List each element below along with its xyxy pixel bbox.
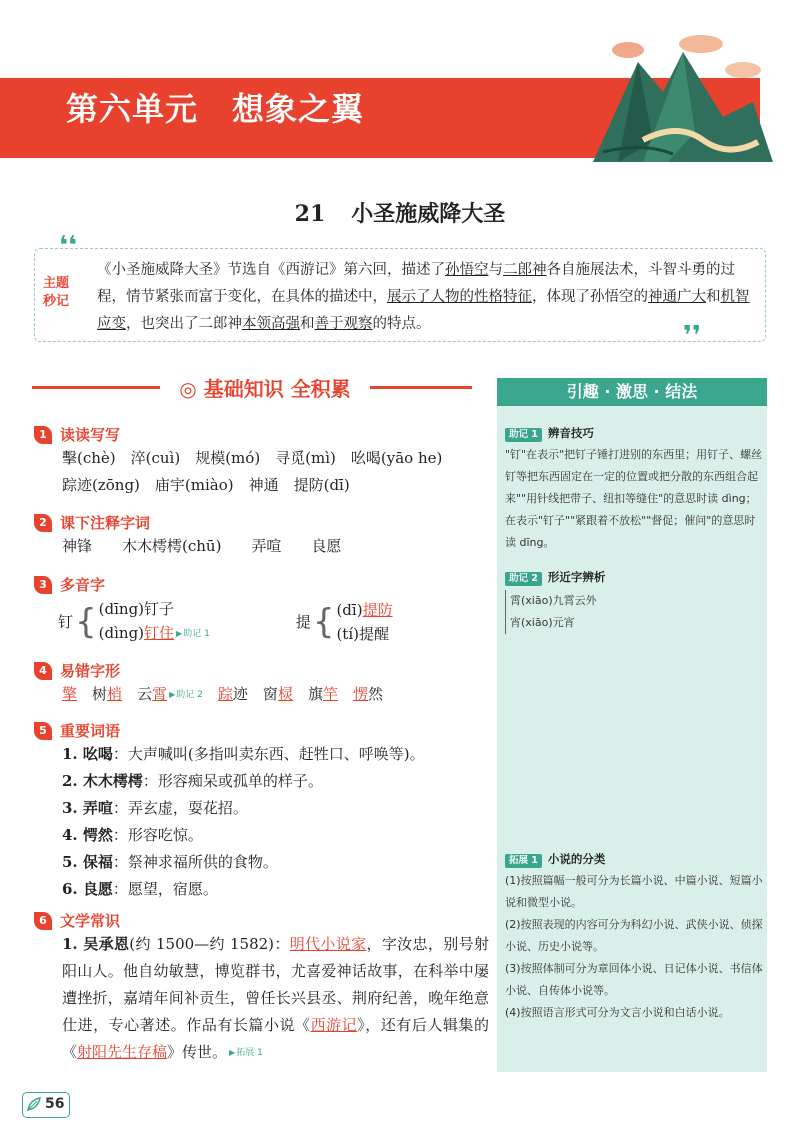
novel-category: (4)按照语言形式可分为文言小说和白话小说。 xyxy=(505,1006,730,1019)
vocab-term: 3. 弄喧 xyxy=(62,799,113,817)
text: 各自施展法术，斗智斗勇的过程，情节紧张而富于变化，在具体的描述中， xyxy=(97,262,735,305)
vocab-term: 4. 愕然 xyxy=(62,826,113,844)
word-line: 神锋 木木樗樗(chū) 弄喧 良愿 xyxy=(62,537,342,555)
vocab-item xyxy=(62,795,484,822)
lesson-name: 小圣施威降大圣 xyxy=(351,201,506,227)
char: 窗 xyxy=(262,685,278,703)
memo-title xyxy=(505,848,763,870)
text: 与 xyxy=(488,262,503,278)
unit-title xyxy=(66,84,364,130)
section-heading xyxy=(32,372,472,402)
vocab-term: 6. 良愿 xyxy=(62,880,113,898)
highlight-word: 西游记 xyxy=(310,1016,358,1034)
vocab-item xyxy=(62,876,484,903)
section-label-text: 课下注释字词 xyxy=(60,514,151,532)
vocab-def: ：愿望，宿愿。 xyxy=(112,880,218,898)
memo-tag: ▶ 助记 1 xyxy=(176,622,210,646)
reading: (tí)提醒 xyxy=(336,624,389,643)
memo-title-text: 形近字辨析 xyxy=(547,570,606,584)
highlight-char: 竿 xyxy=(322,685,338,703)
reading xyxy=(336,598,392,622)
polyphonic-groups xyxy=(58,597,484,646)
extension-tag: ▶ 拓展 1 xyxy=(229,1039,263,1067)
memo-text: "钉"在表示"把钉子锤打进别的东西里；用钉子、螺丝钉等把东西固定在一定的位置或把分散的东西组合起来""用针线把带子、纽扣等缝住"的意思时读 dìng；在表示"钉子""紧跟着不放松""督促；催问"的意思时读 dīng。 xyxy=(505,448,763,549)
section-label xyxy=(34,512,484,533)
section-title-text: 基础知识 全积累 xyxy=(203,377,351,401)
section-title: ◎ 基础知识 全积累 xyxy=(160,373,370,402)
memo-block-1 xyxy=(505,422,763,554)
section-easily-confused xyxy=(34,660,484,709)
underlined-text: 展示了人物的性格特征 xyxy=(387,289,532,305)
panel-header: 引趣 · 激思 · 结法 xyxy=(497,378,767,406)
vocab-def: ：形容吃惊。 xyxy=(112,826,203,844)
highlight-char: 踪 xyxy=(217,685,233,703)
unit-number: 第六单元 xyxy=(66,90,199,128)
memo-badge: 助记 2 xyxy=(505,572,542,586)
text: 和 xyxy=(300,316,315,332)
memo-title xyxy=(505,566,763,588)
unit-banner xyxy=(0,0,800,158)
underlined-text: 善于观察 xyxy=(314,316,373,332)
memo-title xyxy=(505,422,763,444)
brace-icon: { xyxy=(75,601,97,642)
page-number xyxy=(22,1092,70,1118)
section-label-text: 读读写写 xyxy=(60,426,121,444)
theme-note-text xyxy=(97,257,757,338)
heading-rule-right xyxy=(367,386,472,389)
memo-title-text: 辨音技巧 xyxy=(547,426,594,440)
label-line: 主题 xyxy=(43,276,70,291)
memo-badge: 拓展 1 xyxy=(505,854,542,868)
vocab-def: ：祭神求福所供的食物。 xyxy=(112,853,278,871)
near-form-list xyxy=(505,590,763,634)
highlight-char: 梢 xyxy=(107,685,123,703)
leaf-number-icon: 6 xyxy=(34,912,52,930)
highlight-char: 愣 xyxy=(353,685,369,703)
author-note xyxy=(62,931,489,1067)
mountain-illustration xyxy=(583,22,773,162)
section-label-text: 重要词语 xyxy=(60,722,121,740)
novel-category: (2)按照表现的内容可分为科幻小说、武侠小说、侦探小说、历史小说等。 xyxy=(505,918,763,953)
text: (约 1500—约 1582)： xyxy=(129,935,290,953)
memo-tag: ▶ 助记 2 xyxy=(169,681,203,709)
memo-badge: 助记 1 xyxy=(505,428,542,442)
highlight-word: 明代小说家 xyxy=(289,935,367,953)
theme-note-label xyxy=(43,275,69,311)
section-label xyxy=(34,574,484,595)
underlined-text: 二郎神 xyxy=(503,262,547,278)
reading: (dīng)钉子 xyxy=(98,600,175,618)
reading-pinyin: (dìng) xyxy=(98,624,145,642)
section-reading-writing xyxy=(34,424,484,499)
section-label-text: 易错字形 xyxy=(60,662,121,680)
text: 《小圣施威降大圣》节选自《西游记》第六回，描述了 xyxy=(97,262,445,278)
word-line: 擊(chè) 淬(cuì) 规模(mó) 寻觅(mì) 吆喝(yāo he) xyxy=(62,449,443,467)
page-number-text: 56 xyxy=(45,1096,65,1112)
leaf-icon xyxy=(26,1096,42,1112)
vocab-def: ：弄玄虚，耍花招。 xyxy=(112,799,248,817)
near-form-item: 宵(xiāo)元宵 xyxy=(510,616,575,629)
text: ，体现了孙悟空的 xyxy=(532,289,648,305)
polyphonic-char: 提 xyxy=(295,613,311,631)
text: 和 xyxy=(706,289,721,305)
section-label xyxy=(34,910,489,931)
section-label xyxy=(34,720,484,741)
text: 的特点。 xyxy=(372,316,431,332)
theme-note-box xyxy=(34,231,766,351)
vocab-term: 1. 吆喝 xyxy=(62,745,113,763)
char: 然 xyxy=(368,685,384,703)
text: ，字汝忠，别号射阳山人。他自幼敏慧，博览群书，尤喜爱神话故事，在科举中屡遭挫折，嘉靖年间补贡生，曾任长兴县丞、荆府纪善，晚年绝意仕进，专心著述。作品有长篇小说《 xyxy=(62,935,489,1034)
memo-title-text: 小说的分类 xyxy=(547,852,606,866)
text: ，也突出了二郎神 xyxy=(126,316,242,332)
novel-category: (3)按照体制可分为章回体小说、日记体小说、书信体小说、自传体小说等。 xyxy=(505,962,763,997)
section-footnote-words xyxy=(34,512,484,560)
highlight-word: 提防 xyxy=(362,600,393,619)
highlight-word: 射阳先生存稿 xyxy=(77,1043,168,1061)
vocab-term: 2. 木木樗樗 xyxy=(62,772,143,790)
author-name: 1. 吴承恩 xyxy=(62,935,130,953)
vocab-item xyxy=(62,768,484,795)
leaf-number-icon: 3 xyxy=(34,576,52,594)
heading-rule-left xyxy=(32,386,162,389)
underlined-text: 机智应变 xyxy=(97,289,750,332)
unit-theme: 想象之翼 xyxy=(232,90,365,128)
highlight-char: 棂 xyxy=(277,685,293,703)
close-quote-icon: ❜❜ xyxy=(683,321,702,351)
highlight-word: 钉住 xyxy=(144,624,175,642)
label-line: 秒记 xyxy=(43,294,70,309)
underlined-text: 孙悟空 xyxy=(445,262,489,278)
lesson-title xyxy=(0,197,800,228)
open-quote-icon: ❛❛ xyxy=(59,231,78,261)
vocab-def: ：形容痴呆或孤单的样子。 xyxy=(142,772,323,790)
lesson-number: 21 xyxy=(294,201,326,227)
section-polyphonic xyxy=(34,574,484,646)
vocab-item xyxy=(62,822,484,849)
vocab-item xyxy=(62,849,484,876)
vocab-def: ：大声喊叫(多指叫卖东西、赶牲口、呼唤等)。 xyxy=(112,745,425,763)
vocab-item xyxy=(62,741,484,768)
confusable-words xyxy=(62,681,484,709)
readings xyxy=(99,597,210,646)
leaf-number-icon: 2 xyxy=(34,514,52,532)
section-literature xyxy=(34,910,489,1067)
char: 旗 xyxy=(307,685,323,703)
text: 》，还有后人辑集的《 xyxy=(62,1016,489,1061)
char: 迹 xyxy=(232,685,248,703)
word-line: 踪迹(zōng) 庙宇(miào) 神通 提防(dī) xyxy=(62,476,350,494)
side-panel xyxy=(497,378,767,1072)
section-label xyxy=(34,424,484,445)
leaf-number-icon: 4 xyxy=(34,662,52,680)
leaf-number-icon: 1 xyxy=(34,426,52,444)
underlined-text: 神通广大 xyxy=(648,289,706,305)
memo-block-2 xyxy=(505,566,763,634)
highlight-char: 霄 xyxy=(152,685,168,703)
extension-block-1 xyxy=(505,848,763,1024)
char: 云 xyxy=(137,685,153,703)
polyphonic-group xyxy=(58,597,210,646)
underlined-text: 本领高强 xyxy=(242,316,300,332)
readings xyxy=(336,598,392,646)
polyphonic-char: 钉 xyxy=(58,613,74,631)
novel-category: (1)按照篇幅一般可分为长篇小说、中篇小说、短篇小说和微型小说。 xyxy=(505,874,763,909)
section-label-text: 多音字 xyxy=(60,576,106,594)
reading-pinyin: (dī) xyxy=(336,600,363,619)
near-form-item: 霄(xiāo)九霄云外 xyxy=(510,594,597,607)
section-key-words xyxy=(34,720,484,903)
section-label xyxy=(34,660,484,681)
char: 树 xyxy=(92,685,108,703)
leaf-number-icon: 5 xyxy=(34,722,52,740)
polyphonic-group xyxy=(296,597,393,646)
brace-icon: { xyxy=(312,601,335,642)
vocab-term: 5. 保福 xyxy=(62,853,113,871)
section-label-text: 文学常识 xyxy=(60,912,121,930)
text: 》传世。 xyxy=(167,1043,228,1061)
highlight-char: 擎 xyxy=(62,685,78,703)
reading xyxy=(99,621,210,646)
